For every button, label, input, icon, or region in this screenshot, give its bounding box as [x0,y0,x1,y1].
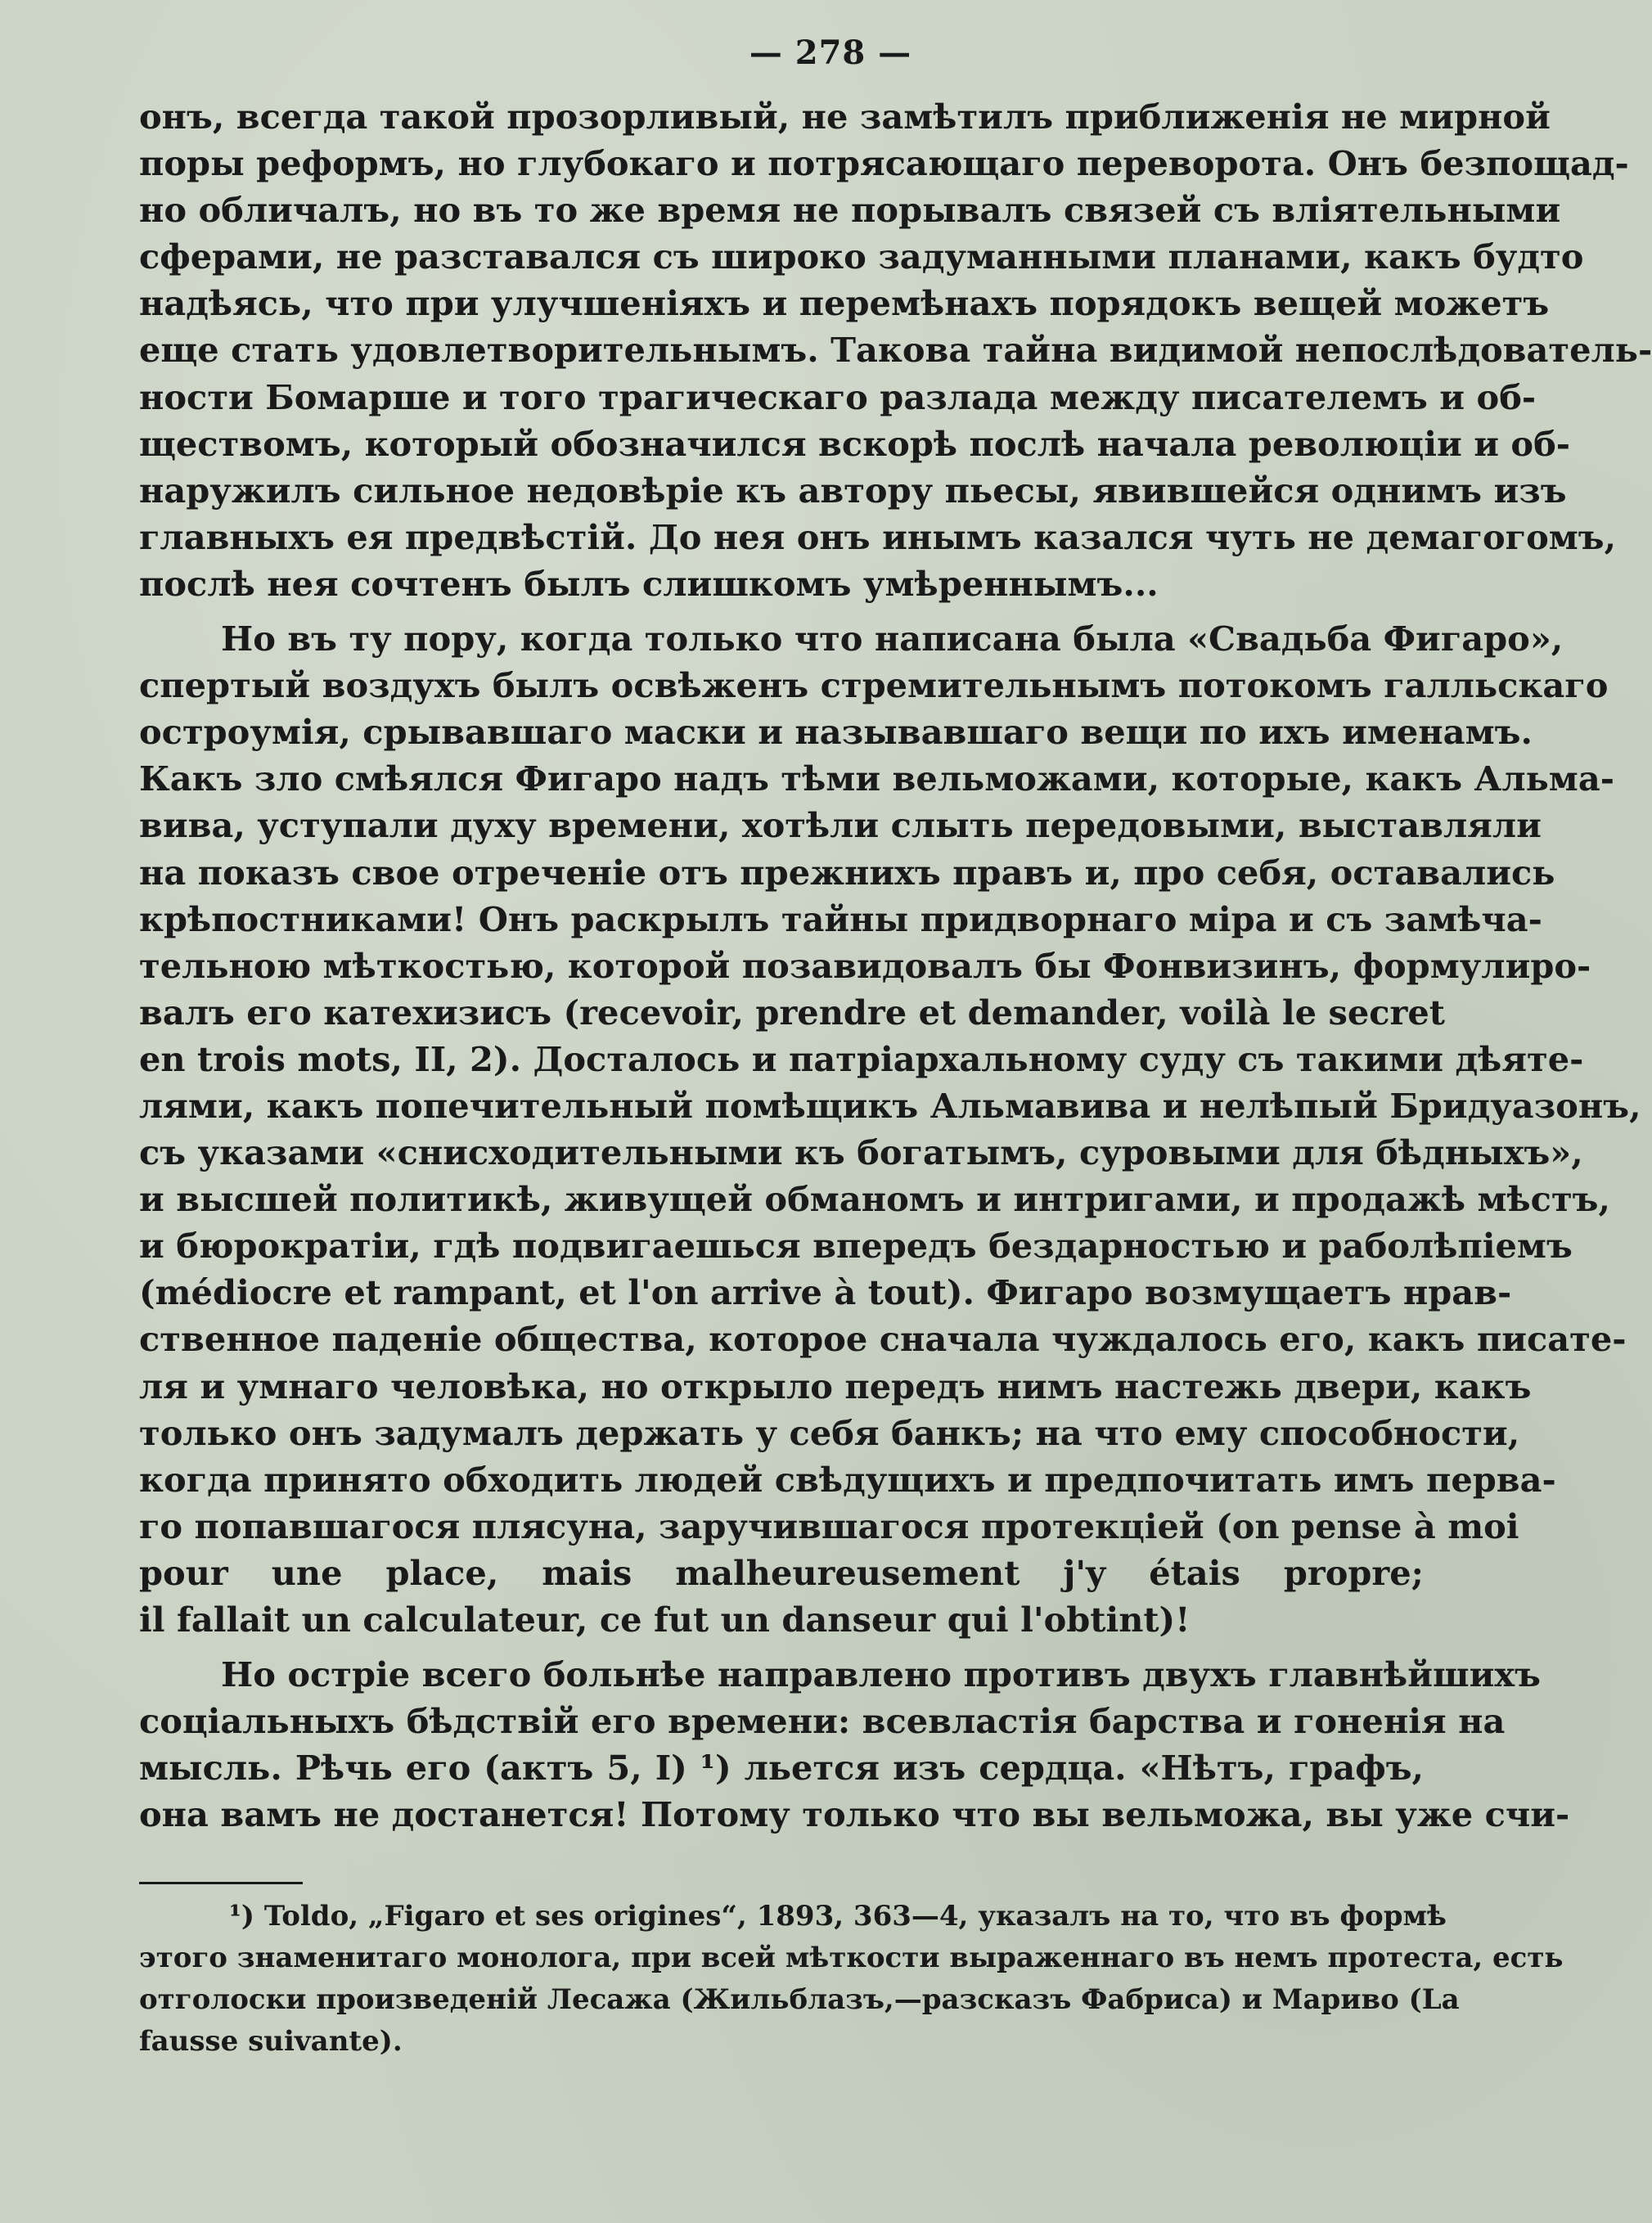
text-line: на показъ свое отреченіе отъ прежнихъ правъ и, про себя, оставались [139,852,1555,893]
text-line: Но остріе всего больнѣе направлено противъ двухъ главнѣйшихъ [221,1654,1541,1695]
footnote-line: этого знаменитаго монолога, при всей мѣткости выраженнаго въ немъ протеста, есть [139,1942,1564,1975]
paragraph-1 [139,93,1652,607]
text-line: и высшей политикѣ, живущей обманомъ и интригами, и продажѣ мѣстъ, [139,1179,1610,1220]
text-line: надѣясь, что при улучшеніяхъ и перемѣнахъ порядокъ вещей можетъ [139,283,1550,324]
text-line: спертый воздухъ былъ освѣженъ стремительнымъ потокомъ галльскаго [139,665,1609,706]
text-line: крѣпостниками! Онъ раскрылъ тайны придворнаго міра и съ замѣча- [139,898,1542,939]
text-line: ности Бомарше и того трагическаго разлада между писателемъ и об- [139,376,1537,417]
text-line: il fallait un calculateur, ce fut un danseur qui l'obtint)! [139,1600,1191,1640]
text-line: только онъ задумалъ держать у себя банкъ; на что ему способности, [139,1412,1520,1453]
text-line: когда принято обходить людей свѣдущихъ и предпочитать имъ перва- [139,1459,1556,1500]
text-line: тельною мѣткостью, которой позавидовалъ бы Фонвизинъ, формулиро- [139,945,1591,986]
text-line: она вамъ не достанется! Потому только что вы вельможа, вы уже счи- [139,1794,1570,1835]
text-line: лями, какъ попечительный помѣщикъ Альмавива и нелѣпый Бридуазонъ, [139,1085,1641,1126]
paragraph-3 [139,1651,1570,1838]
text-line: ственное паденіе общества, которое сначала чуждалось его, какъ писате- [139,1319,1627,1360]
footnote [139,1896,1564,2063]
footnote-line: fausse suivante). [139,2025,403,2059]
text-line: мысль. Рѣчь его (актъ 5, I) ¹) льется изъ сердца. «Нѣтъ, графъ, [139,1748,1424,1789]
page-number: — 278 — [749,34,912,72]
text-line: послѣ нея сочтенъ былъ слишкомъ умѣреннымъ... [139,563,1159,604]
text-line: Какъ зло смѣялся Фигаро надъ тѣми вельможами, которые, какъ Альма- [139,758,1614,799]
paragraph-2 [139,615,1641,1643]
text-line: наружилъ сильное недовѣріе къ автору пьесы, явившейся однимъ изъ [139,470,1567,511]
text-line: вива, уступали духу времени, хотѣли слыть передовыми, выставляли [139,805,1542,846]
text-line: ля и умнаго человѣка, но открыло передъ нимъ настежь двери, какъ [139,1366,1532,1406]
text-line: сферами, не разставался съ широко задуманными планами, какъ будто [139,236,1584,277]
text-line: (médiocre et rampant, et l'on arrive à tout). Фигаро возмущаетъ нрав- [139,1272,1512,1313]
text-line: но обличалъ, но въ то же время не порывалъ связей съ вліятельными [139,190,1561,231]
text-line: го попавшагося плясуна, заручившагося протекціей (on pense à moi [139,1505,1519,1546]
text-line: онъ, всегда такой прозорливый, не замѣтилъ приближенія не мирной [139,97,1551,137]
text-line: поры реформъ, но глубокаго и потрясающаго переворота. Онъ безпощад- [139,143,1629,184]
text-line: ществомъ, который обозначился вскорѣ послѣ начала революціи и об- [139,423,1571,464]
text-line: остроумія, срывавшаго маски и называвшаго вещи по ихъ именамъ. [139,712,1533,753]
text-line: еще стать удовлетворительнымъ. Такова тайна видимой непослѣдователь- [139,330,1652,371]
text-line: pour une place, mais malheureusement j'y étais propre; [139,1552,1424,1593]
footnote-divider [139,1882,303,1884]
body-text [139,93,1652,1838]
text-line: соціальныхъ бѣдствій его времени: всевластія барства и гоненія на [139,1701,1506,1742]
text-line: главныхъ ея предвѣстій. До нея онъ инымъ казался чуть не демагогомъ, [139,516,1617,557]
book-page [139,25,1652,2063]
text-line: и бюрократіи, гдѣ подвигаешься впередъ бездарностью и раболѣпіемъ [139,1226,1573,1267]
footnote-line: отголоски произведеній Лесажа (Жильблазъ,—разсказъ Фабриса) и Мариво (La [139,1983,1460,2017]
text-line: валъ его катехизисъ (recevoir, prendre et demander, voilà le secret [139,992,1445,1033]
footnote-line: ¹) Toldo, „Figaro et ses origines“, 1893, 363—4, указалъ на то, что въ формѣ [229,1900,1447,1933]
text-line: en trois mots, II, 2). Досталось и патріархальному суду съ такими дѣяте- [139,1038,1584,1079]
text-line: съ указами «снисходительными къ богатымъ, суровыми для бѣдныхъ», [139,1132,1583,1173]
text-line: Но въ ту пору, когда только что написана была «Свадьба Фигаро», [221,619,1564,659]
